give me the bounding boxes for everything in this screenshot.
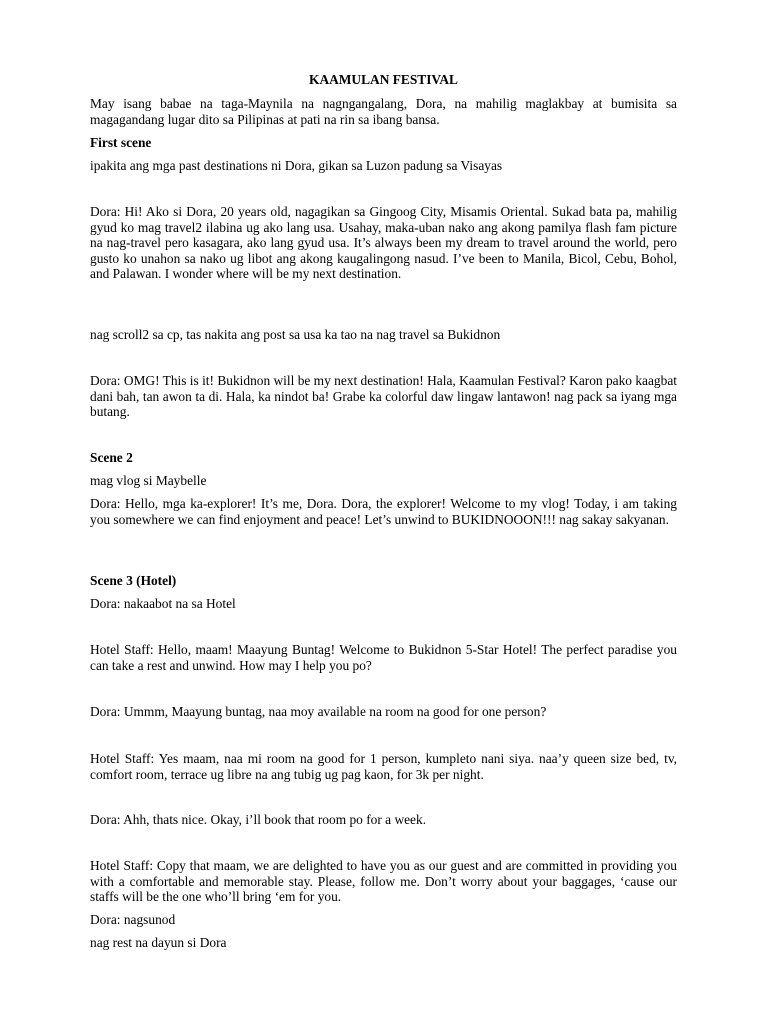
intro-paragraph: May isang babae na taga-Maynila na nagngangalang, Dora, na mahilig maglakbay at bumisita sa magagandang lugar dito sa Pilipinas at pati na rin sa ibang bansa. <box>90 96 677 127</box>
dialogue-paragraph: Dora: OMG! This is it! Bukidnon will be my next destination! Hala, Kaamulan Festival? Karon pako kaagbat dani bah, tan awon ta di. Hala, ka nindot ba! Grabe ka colorful daw lingaw lantawon! nag pack sa iyang mga butang. <box>90 373 677 419</box>
stage-direction: mag vlog si Maybelle <box>90 473 207 488</box>
dialogue-paragraph: Hotel Staff: Hello, maam! Maayung Buntag! Welcome to Bukidnon 5-Star Hotel! The perfect paradise you can take a rest and unwind. How may I help you po? <box>90 642 677 673</box>
dialogue-paragraph: Dora: Hello, mga ka-explorer! It’s me, Dora. Dora, the explorer! Welcome to my vlog! Today, i am taking you somewhere we can find enjoyment and peace! Let’s unwind to BUKIDNOOON!!! nag sakay sakyanan. <box>90 496 677 527</box>
dialogue-paragraph: Dora: Hi! Ako si Dora, 20 years old, nagagikan sa Gingoog City, Misamis Oriental. Sukad bata pa, mahilig gyud ko mag travel2 ilabina ug ako lang usa. Usahay, maka-uban nako ang akong pamilya flash fam picture na nag-travel pero kasagara, ako lang gyud usa. It’s always been my dream to travel around the world, pero gusto ko unahon sa nako ug libot ang akong kaugalingong nasud. I’ve been to Manila, Bicol, Cebu, Bohol, and Palawan. I wonder where will be my next destination. <box>90 204 677 281</box>
dialogue-paragraph: Hotel Staff: Yes maam, naa mi room na good for 1 person, kumpleto nani siya. naa’y queen size bed, tv, comfort room, terrace ug libre na ang tubig ug pag kaon, for 3k per night. <box>90 751 677 782</box>
scene-heading-3: Scene 3 (Hotel) <box>90 573 177 588</box>
scene-heading-2: Scene 2 <box>90 450 133 465</box>
document-title: KAAMULAN FESTIVAL <box>309 72 458 87</box>
stage-direction: nag scroll2 sa cp, tas nakita ang post sa usa ka tao na nag travel sa Bukidnon <box>90 327 501 342</box>
dialogue-paragraph: Hotel Staff: Copy that maam, we are delighted to have you as our guest and are committed in providing you with a comfortable and memorable stay. Please, follow me. Don’t worry about your baggages, ‘cause our staffs will be the one who’ll bring ‘em for you. <box>90 858 677 904</box>
stage-direction: Dora: nakaabot na sa Hotel <box>90 596 236 611</box>
stage-direction: ipakita ang mga past destinations ni Dora, gikan sa Luzon padung sa Visayas <box>90 158 503 173</box>
dialogue-paragraph: Dora: Ummm, Maayung buntag, naa moy available na room na good for one person? <box>90 704 547 719</box>
stage-direction: Dora: nagsunod <box>90 912 176 927</box>
dialogue-paragraph: Dora: Ahh, thats nice. Okay, i’ll book that room po for a week. <box>90 812 427 827</box>
scene-heading-first: First scene <box>90 135 152 150</box>
stage-direction: nag rest na dayun si Dora <box>90 935 227 950</box>
